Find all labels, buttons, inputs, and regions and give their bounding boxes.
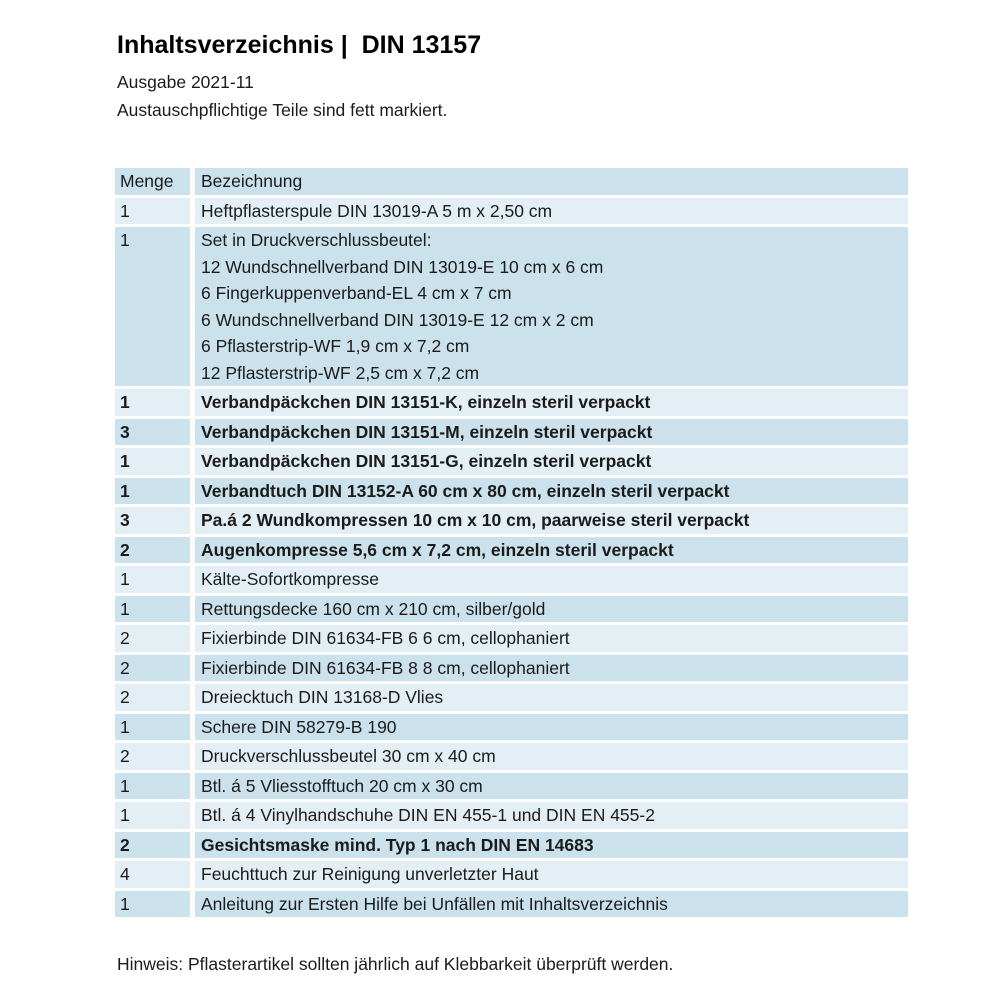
description-cell (195, 655, 908, 682)
description-cell (195, 861, 908, 888)
table-body (115, 198, 908, 918)
table-row (115, 625, 908, 652)
table-row (115, 537, 908, 564)
table-row (115, 714, 908, 741)
quantity-cell: 1 (115, 478, 190, 505)
table-row (115, 419, 908, 446)
table-row (115, 227, 908, 386)
quantity-cell: 3 (115, 507, 190, 534)
table-row (115, 507, 908, 534)
table-row (115, 891, 908, 918)
description-line: Set in Druckverschlussbeutel: (201, 230, 432, 250)
page-title: Inhaltsverzeichnis | DIN 13157 (117, 31, 482, 59)
contents-table (115, 168, 908, 917)
description-cell (195, 743, 908, 770)
quantity-cell: 3 (115, 419, 190, 446)
description-cell (195, 537, 908, 564)
description-line: Feuchttuch zur Reinigung unverletzter Haut (201, 864, 539, 884)
description-cell (195, 625, 908, 652)
table-row (115, 596, 908, 623)
description-cell (195, 566, 908, 593)
description-cell (195, 714, 908, 741)
quantity-cell: 2 (115, 537, 190, 564)
description-cell (195, 802, 908, 829)
description-cell (195, 198, 908, 225)
description-cell (195, 773, 908, 800)
description-cell (195, 478, 908, 505)
table-row (115, 389, 908, 416)
description-cell (195, 507, 908, 534)
description-line: 6 Wundschnellverband DIN 13019-E 12 cm x 2 cm (201, 309, 594, 330)
quantity-cell: 1 (115, 891, 190, 918)
description-line: Verbandpäckchen DIN 13151-K, einzeln steril verpackt (201, 392, 651, 412)
description-line: Fixierbinde DIN 61634-FB 6 6 cm, cellophaniert (201, 628, 570, 648)
table-row (115, 743, 908, 770)
description-line: Pa.á 2 Wundkompressen 10 cm x 10 cm, paarweise steril verpackt (201, 510, 750, 530)
description-line: Verbandpäckchen DIN 13151-G, einzeln steril verpackt (201, 451, 652, 471)
description-line: Druckverschlussbeutel 30 cm x 40 cm (201, 746, 496, 766)
table-row (115, 478, 908, 505)
quantity-cell: 2 (115, 625, 190, 652)
quantity-cell: 1 (115, 448, 190, 475)
quantity-cell: 2 (115, 684, 190, 711)
quantity-cell: 1 (115, 802, 190, 829)
table-row (115, 198, 908, 225)
description-line: Schere DIN 58279-B 190 (201, 716, 397, 737)
column-header-bezeichnung: Bezeichnung (195, 168, 908, 195)
description-line: 6 Pflasterstrip-WF 1,9 cm x 7,2 cm (201, 336, 470, 356)
description-line: Rettungsdecke 160 cm x 210 cm, silber/gold (201, 598, 546, 619)
description-cell (195, 448, 908, 475)
table-row (115, 655, 908, 682)
table-header-row (115, 168, 908, 195)
description-line: Anleitung zur Ersten Hilfe bei Unfällen mit Inhaltsverzeichnis (201, 893, 668, 914)
description-line: 12 Wundschnellverband DIN 13019-E 10 cm x 6 cm (201, 256, 604, 277)
description-cell (195, 832, 908, 859)
quantity-cell: 2 (115, 655, 190, 682)
quantity-cell: 1 (115, 227, 190, 386)
quantity-cell: 1 (115, 566, 190, 593)
quantity-cell: 1 (115, 773, 190, 800)
quantity-cell: 2 (115, 832, 190, 859)
description-cell (195, 419, 908, 446)
description-cell (195, 684, 908, 711)
bold-marking-note: Austauschpflichtige Teile sind fett markiert. (117, 100, 448, 120)
table-row (115, 684, 908, 711)
quantity-cell: 1 (115, 198, 190, 225)
description-line: Augenkompresse 5,6 cm x 7,2 cm, einzeln steril verpackt (201, 539, 674, 560)
table-row (115, 566, 908, 593)
quantity-cell: 4 (115, 861, 190, 888)
quantity-cell: 1 (115, 389, 190, 416)
description-line: Gesichtsmaske mind. Typ 1 nach DIN EN 14683 (201, 834, 594, 855)
description-line: Fixierbinde DIN 61634-FB 8 8 cm, cellophaniert (201, 657, 570, 678)
description-line: Verbandtuch DIN 13152-A 60 cm x 80 cm, einzeln steril verpackt (201, 480, 730, 501)
footer-note: Hinweis: Pflasterartikel sollten jährlich auf Klebbarkeit überprüft werden. (117, 954, 674, 974)
table-row (115, 448, 908, 475)
description-line: 6 Fingerkuppenverband-EL 4 cm x 7 cm (201, 283, 512, 303)
quantity-cell: 1 (115, 596, 190, 623)
description-line: Kälte-Sofortkompresse (201, 569, 379, 589)
quantity-cell: 1 (115, 714, 190, 741)
table-row (115, 802, 908, 829)
description-line: Btl. á 5 Vliesstofftuch 20 cm x 30 cm (201, 775, 483, 796)
description-cell (195, 227, 908, 386)
description-line: Verbandpäckchen DIN 13151-M, einzeln steril verpackt (201, 421, 653, 442)
edition-line: Ausgabe 2021-11 (117, 72, 254, 92)
column-header-menge: Menge (115, 168, 190, 195)
description-line: Btl. á 4 Vinylhandschuhe DIN EN 455-1 und DIN EN 455-2 (201, 805, 655, 825)
table-row (115, 773, 908, 800)
description-line: Dreiecktuch DIN 13168-D Vlies (201, 687, 444, 707)
table-row (115, 861, 908, 888)
description-line: 12 Pflasterstrip-WF 2,5 cm x 7,2 cm (201, 362, 480, 383)
description-cell (195, 389, 908, 416)
description-line: Heftpflasterspule DIN 13019-A 5 m x 2,50 cm (201, 200, 553, 221)
description-cell (195, 596, 908, 623)
description-cell (195, 891, 908, 918)
table-row (115, 832, 908, 859)
quantity-cell: 2 (115, 743, 190, 770)
